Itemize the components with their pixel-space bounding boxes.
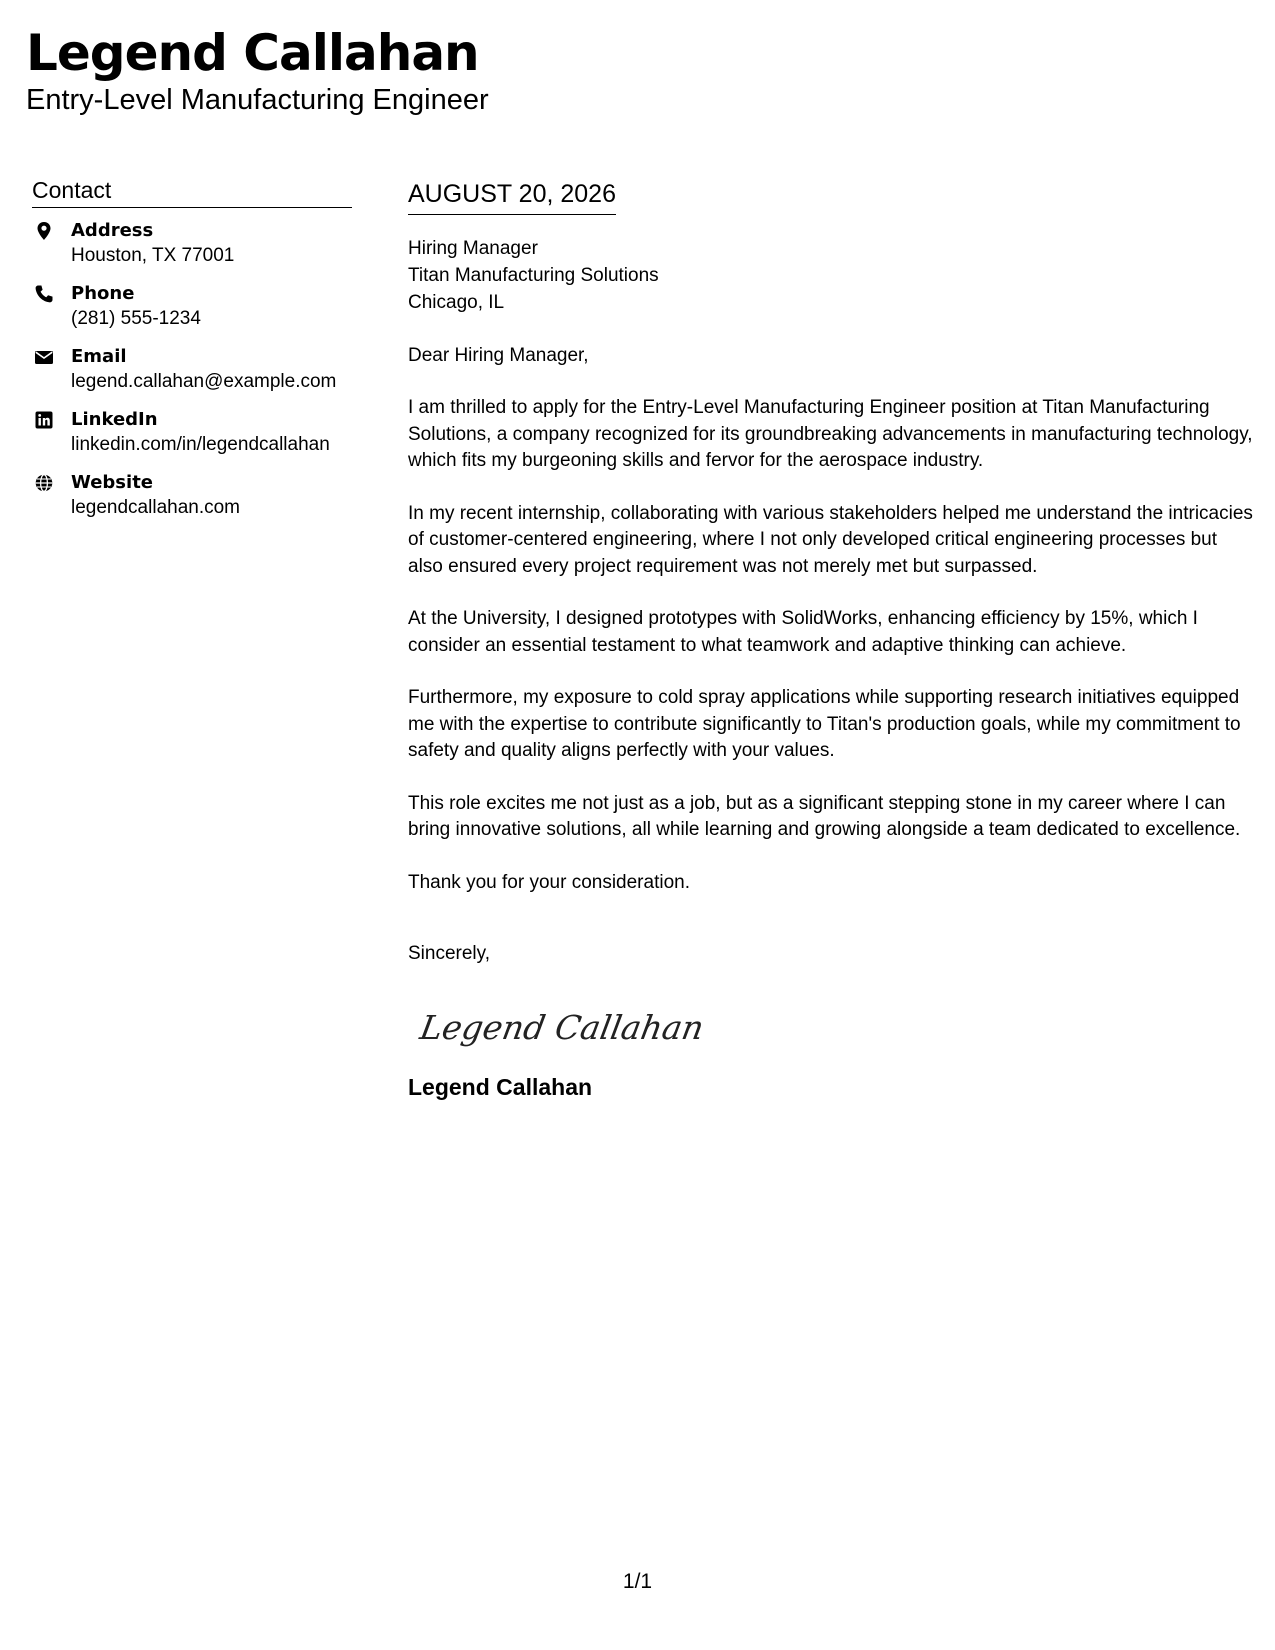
contact-item-email (32, 344, 352, 407)
contact-heading: Contact (32, 176, 352, 208)
phone-icon (34, 284, 54, 304)
paragraph: This role excites me not just as a job, but as a significant stepping stone in my career where I can bring innovative solutions, all while learning and growing alongside a team dedicated to excellence. (408, 792, 1241, 840)
paragraph: Thank you for your consideration. (408, 871, 690, 893)
applicant-role: Entry-Level Manufacturing Engineer (26, 84, 489, 116)
website-value: legendcallahan.com (71, 497, 241, 518)
linkedin-icon (34, 410, 54, 430)
linkedin-value: linkedin.com/in/legendcallahan (71, 434, 330, 455)
signer-name: Legend Callahan (408, 1074, 593, 1100)
map-pin-icon (34, 221, 54, 241)
globe-icon (34, 473, 54, 493)
contact-sidebar (32, 176, 352, 533)
svg-text:Legend Callahan: Legend Callahan (417, 1008, 707, 1047)
paragraph: At the University, I designed prototypes with SolidWorks, enhancing efficiency by 15%, which I consider an essential testament to what teamwork and adaptive thinking can achieve. (408, 608, 1198, 656)
paragraph: Furthermore, my exposure to cold spray applications while supporting research initiatives equipped me with the expertise to contribute significantly to Titan's production goals, while my commitment to safety and quality aligns perfectly with your values. (408, 687, 1241, 761)
phone-label: Phone (71, 283, 135, 304)
website-label: Website (71, 472, 154, 493)
salutation: Dear Hiring Manager, (408, 345, 589, 366)
envelope-icon (34, 347, 54, 367)
closing: Sincerely, (408, 943, 491, 964)
address-value: Houston, TX 77001 (71, 245, 235, 266)
letter-body (408, 178, 1253, 1102)
contact-item-address (32, 218, 352, 281)
applicant-name: Legend Callahan (26, 24, 479, 82)
address-label: Address (71, 220, 154, 241)
recipient-location: Chicago, IL (408, 292, 505, 313)
contact-item-linkedin (32, 407, 352, 470)
recipient-title: Hiring Manager (408, 238, 538, 259)
contact-item-phone (32, 281, 352, 344)
recipient-block (408, 235, 1253, 316)
page-number: 1/1 (622, 1570, 653, 1593)
email-value: legend.callahan@example.com (71, 371, 337, 392)
letter-date: AUGUST 20, 2026 (408, 178, 616, 215)
paragraph: In my recent internship, collaborating with various stakeholders helped me understand the intricacies of customer-centered engineering, where I not only developed critical engineering processes but also ensured every project requirement was not merely met but surpassed. (408, 502, 1253, 577)
email-label: Email (71, 346, 127, 367)
recipient-company: Titan Manufacturing Solutions (408, 265, 659, 286)
paragraph: I am thrilled to apply for the Entry-Level Manufacturing Engineer position at Titan Manufacturing Solutions, a company recognized for its groundbreaking advancements in manufacturing technology, which fits my burgeoning skills and fervor for the aerospace industry. (408, 397, 1253, 471)
phone-value: (281) 555-1234 (71, 308, 201, 329)
letter-paragraphs (408, 395, 1253, 896)
contact-item-website (32, 470, 352, 533)
handwritten-signature (414, 997, 707, 1057)
linkedin-label: LinkedIn (71, 409, 158, 430)
contact-list (32, 218, 352, 533)
